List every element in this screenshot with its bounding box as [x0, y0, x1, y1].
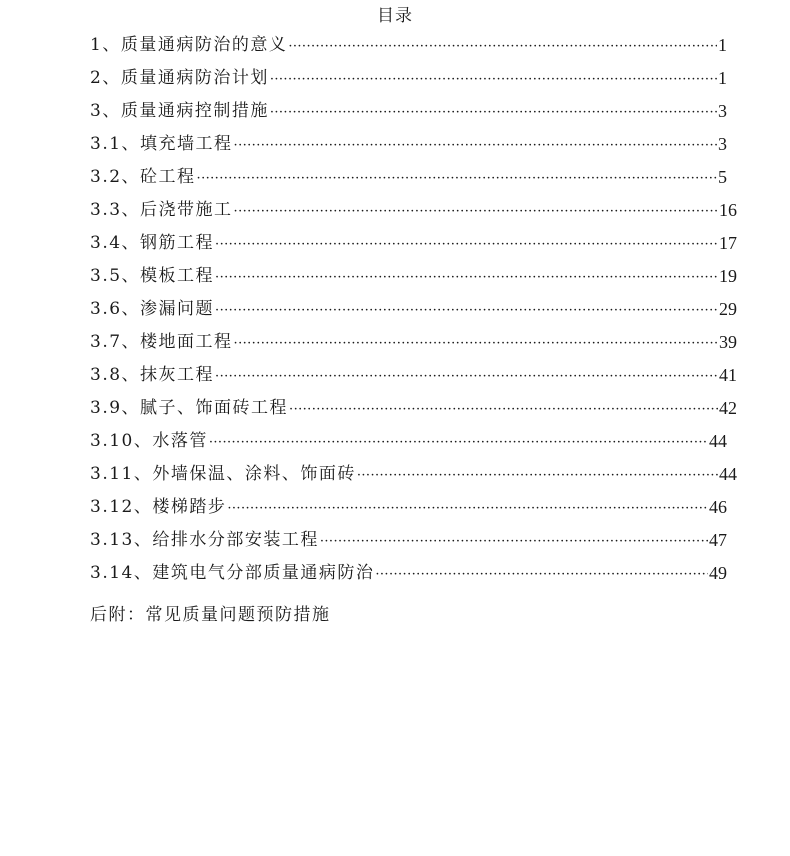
- toc-entry-label: 3、质量通病控制措施: [90, 101, 269, 121]
- toc-leader-dots: [197, 169, 717, 189]
- toc-entry-page: 42: [719, 398, 737, 418]
- toc-entry-label: 3.12、楼梯踏步: [90, 497, 227, 517]
- toc-entry-label: 3.10、水落管: [90, 431, 208, 451]
- toc-entry: [90, 330, 737, 354]
- toc-leader-dots: [234, 136, 717, 156]
- toc-entry-label: 3.9、腻子、饰面砖工程: [90, 398, 289, 418]
- toc-entry-label: 3.4、钢筋工程: [90, 233, 215, 253]
- toc-entry-page: 44: [719, 464, 737, 484]
- toc-leader-dots: [357, 466, 718, 486]
- toc-leader-dots: [270, 103, 717, 123]
- toc-entry-page: 41: [719, 365, 737, 385]
- toc-entry-label: 3.8、抹灰工程: [90, 365, 215, 385]
- toc-title: 目录: [377, 6, 413, 26]
- toc-entry-label: 3.3、后浇带施工: [90, 200, 233, 220]
- toc-entry-label: 2、质量通病防治计划: [90, 68, 269, 88]
- toc-entry: [90, 429, 727, 453]
- toc-leader-dots: [375, 565, 708, 585]
- toc-leader-dots: [234, 202, 718, 222]
- toc-entry: [90, 165, 727, 189]
- toc-entry-label: 3.5、模板工程: [90, 266, 215, 286]
- toc-entry: [90, 198, 737, 222]
- toc-leader-dots: [227, 499, 708, 519]
- toc-entry: [90, 264, 737, 288]
- toc-leader-dots: [215, 268, 718, 288]
- toc-leader-dots: [209, 433, 708, 453]
- toc-entry-page: 16: [719, 200, 737, 220]
- toc-entry-page: 1: [718, 68, 727, 88]
- toc-entry: [90, 561, 727, 585]
- toc-entry-page: 47: [709, 530, 727, 550]
- toc-entry-page: 19: [719, 266, 737, 286]
- toc-entry-page: 5: [718, 167, 727, 187]
- toc-entry-page: 29: [719, 299, 737, 319]
- toc-entry-page: 46: [709, 497, 727, 517]
- toc-entry-page: 44: [709, 431, 727, 451]
- toc-leader-dots: [215, 367, 718, 387]
- toc-entry-page: 17: [719, 233, 737, 253]
- toc-entry: [90, 495, 727, 519]
- toc-appendix: 后附：常见质量问题预防措施: [90, 605, 331, 625]
- toc-entry-label: 3.1、填充墙工程: [90, 134, 233, 154]
- toc-entry: [90, 363, 737, 387]
- toc-entry-label: 3.2、砼工程: [90, 167, 196, 187]
- toc-leader-dots: [320, 532, 708, 552]
- toc-entry: [90, 33, 727, 57]
- toc-entry-label: 3.11、外墙保温、涂料、饰面砖: [90, 464, 356, 484]
- toc-leader-dots: [270, 70, 717, 90]
- toc-entry: [90, 66, 727, 90]
- toc-entry-label: 3.13、给排水分部安装工程: [90, 530, 319, 550]
- toc-entry-page: 39: [719, 332, 737, 352]
- toc-entry: [90, 462, 737, 486]
- toc-entry-label: 3.6、渗漏问题: [90, 299, 215, 319]
- toc-entry-page: 3: [718, 134, 727, 154]
- toc-entry-page: 3: [718, 101, 727, 121]
- toc-entry-label: 1、质量通病防治的意义: [90, 35, 288, 55]
- toc-entry-label: 3.7、楼地面工程: [90, 332, 233, 352]
- toc-leader-dots: [215, 235, 718, 255]
- toc-entry: [90, 396, 737, 420]
- toc-entry-page: 49: [709, 563, 727, 583]
- toc-leader-dots: [234, 334, 718, 354]
- toc-leader-dots: [289, 400, 718, 420]
- toc-entry-page: 1: [718, 35, 727, 55]
- toc-leader-dots: [215, 301, 718, 321]
- toc-entry-label: 3.14、建筑电气分部质量通病防治: [90, 563, 375, 583]
- toc-entry: [90, 132, 727, 156]
- toc-leader-dots: [288, 37, 717, 57]
- toc-entry: [90, 231, 737, 255]
- toc-entry: [90, 297, 737, 321]
- toc-entry: [90, 528, 727, 552]
- toc-entry: [90, 99, 727, 123]
